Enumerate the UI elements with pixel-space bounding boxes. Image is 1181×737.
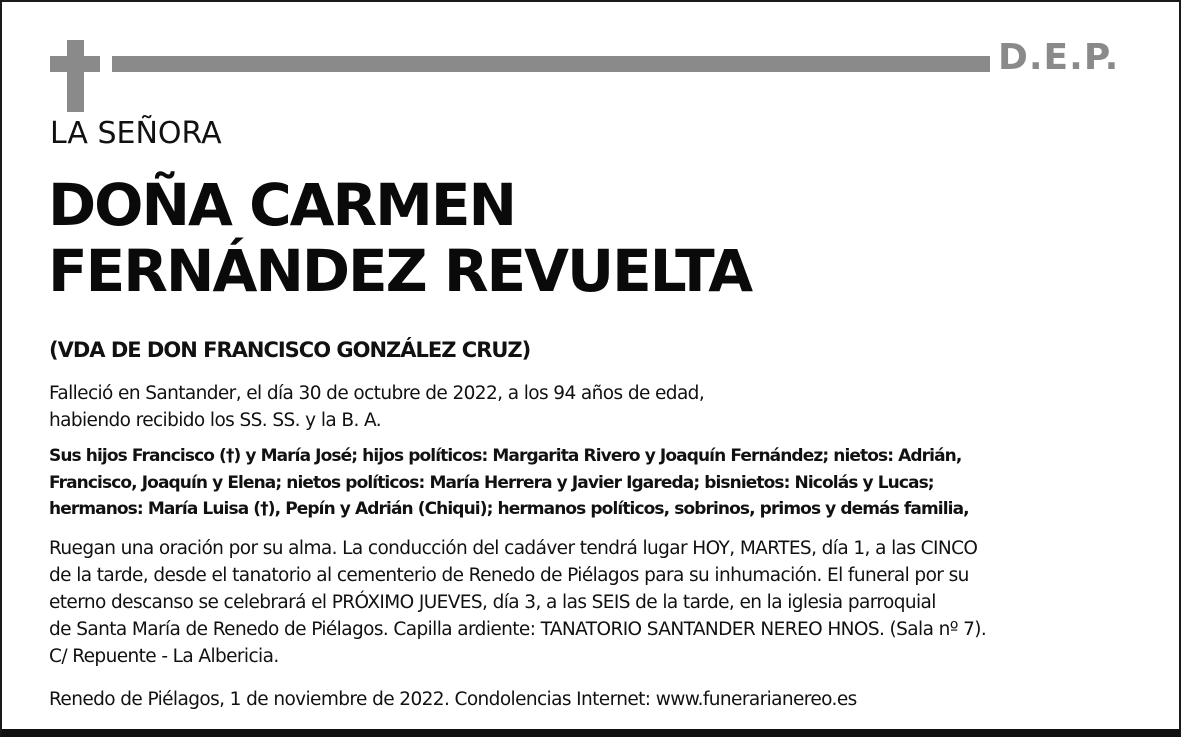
text-line: de Santa María de Renedo de Piélagos. Capilla ardiente: TANATORIO SANTANDER NEREO HNOS. (Sala nº 7). — [49, 619, 987, 640]
text-line: Sus hijos Francisco (†) y María José; hijos políticos: Margarita Rivero y Joaquín Fernández; nietos: Adrián, — [49, 446, 962, 466]
deceased-name — [48, 172, 751, 304]
name-line: DOÑA CARMEN — [48, 171, 516, 239]
title-prefix: LA SEÑORA — [50, 116, 222, 151]
text-line: habiendo recibido los SS. SS. y la B. A. — [49, 410, 382, 431]
text-line: hermanos: María Luisa (†), Pepín y Adrián (Chiqui); hermanos políticos, sobrinos, primos y demás familia, — [49, 499, 969, 519]
text-line: Ruegan una oración por su alma. La conducción del cadáver tendrá lugar HOY, MARTES, día 1, a las CINCO — [49, 538, 978, 559]
text-line: eterno descanso se celebrará el PRÓXIMO JUEVES, día 3, a las SEIS de la tarde, en la iglesia parroquial — [49, 592, 936, 613]
text-line: Francisco, Joaquín y Elena; nietos políticos: María Herrera y Javier Igareda; bisnietos: Nicolás y Lucas; — [49, 472, 934, 493]
death-paragraph — [49, 380, 704, 434]
text-line: Renedo de Piélagos, 1 de noviembre de 2022. Condolencias Internet: www.funerarianereo.es — [49, 689, 857, 710]
family-paragraph — [49, 443, 969, 523]
dep-label: D.E.P. — [998, 37, 1120, 78]
cross-icon — [50, 40, 100, 112]
text-line: de la tarde, desde el tanatorio al cementerio de Renedo de Piélagos para su inhumación. El funeral por su — [49, 565, 969, 586]
footer-line — [49, 686, 857, 713]
text-line: C/ Repuente - La Albericia. — [49, 646, 279, 667]
header-rule — [112, 56, 990, 72]
ceremony-paragraph — [49, 535, 986, 670]
text-line: Falleció en Santander, el día 30 de octubre de 2022, a los 94 años de edad, — [49, 383, 705, 404]
widow-note: (VDA DE DON FRANCISCO GONZÁLEZ CRUZ) — [49, 338, 531, 362]
name-line: FERNÁNDEZ REVUELTA — [48, 237, 752, 305]
